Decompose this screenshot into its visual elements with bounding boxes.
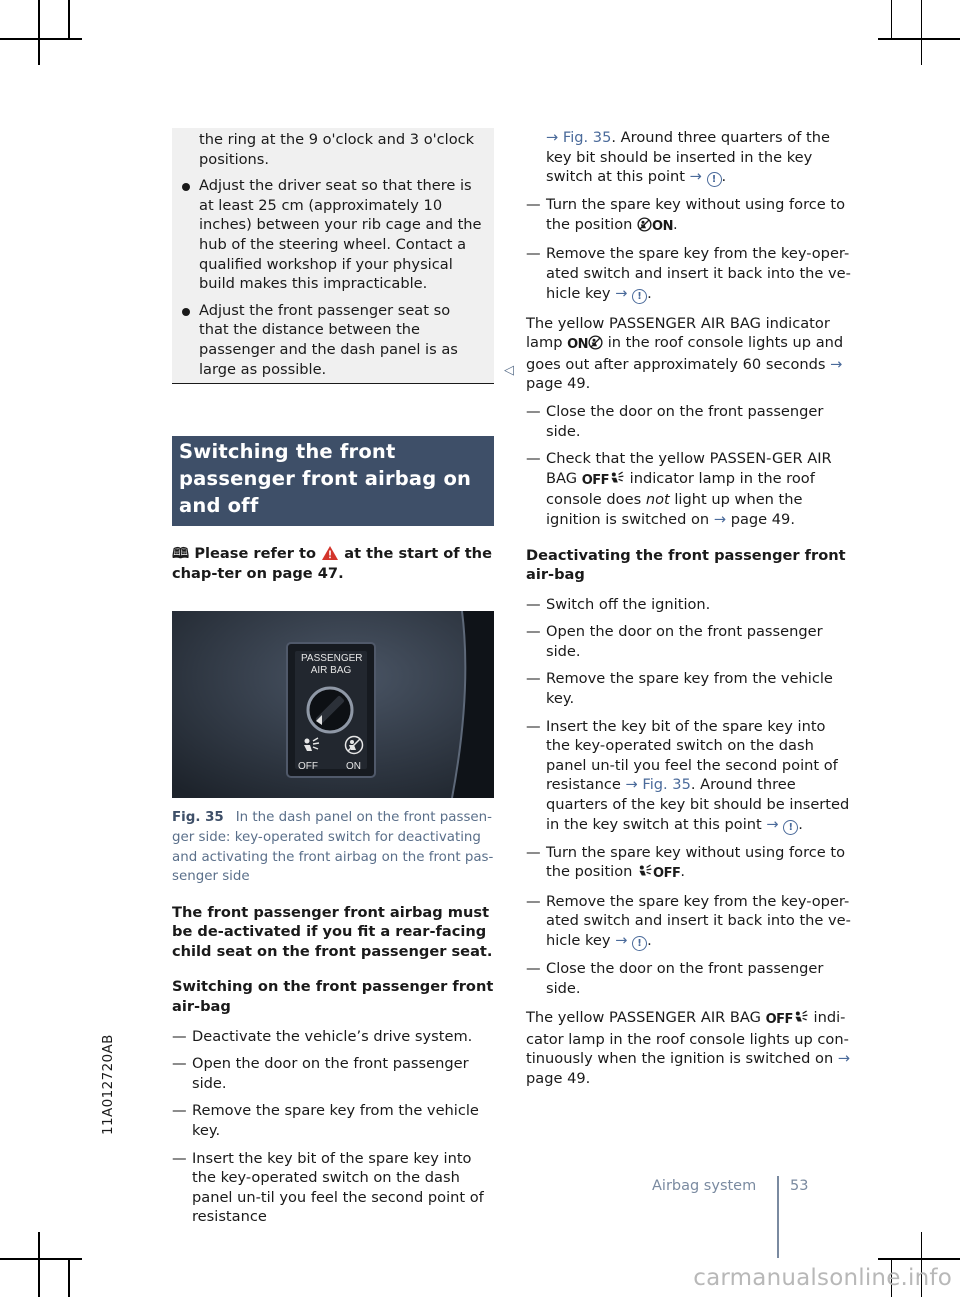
chapter-reference: 🕮 Please refer to at the start of the chap-ter on page 47. [172, 545, 492, 582]
warning-intro: the ring at the 9 o'clock and 3 o'clock positions. [199, 131, 475, 168]
warning-box-end [172, 128, 514, 384]
paragraph-on-indicator: The yellow PASSENGER AIR BAG indicator lamp ON in the roof console lights up and goes out after approximately 60 seconds → page 49. [526, 314, 844, 393]
crop-mark [38, 0, 40, 65]
warning-bullet: Adjust the front passenger seat so that the distance between the passenger and the dash panel is as large as possible. [199, 301, 482, 379]
panel-off-label: OFF [298, 761, 318, 773]
arrow-icon: → [615, 932, 628, 949]
step-item: — Open the door on the front passenger side. [526, 622, 851, 661]
arrow-icon: → [830, 355, 843, 373]
on-symbol-text: ON [567, 337, 589, 353]
footer-section-title: Airbag system [652, 1178, 757, 1194]
crop-mark [0, 38, 82, 40]
airbag-off-symbol-icon [609, 471, 625, 486]
page-number: 53 [790, 1178, 809, 1194]
page-ref-link[interactable]: page 49. [730, 510, 795, 528]
crop-mark [68, 0, 70, 38]
arrow-icon: → [766, 815, 779, 833]
arrow-icon: → [625, 776, 638, 794]
step-close: — Close the door on the front passenger side. [526, 402, 851, 441]
step-check: — Check that the yellow PASSEN-GER AIR BAG OFF indicator lamp in the roof console does not light up when the ignition is switched on → page 49. [526, 449, 851, 529]
off-symbol-text: OFF [765, 1012, 793, 1028]
figure-caption: Fig. 35 In the dash panel on the front passen-ger side: key-operated switch for deactivating and activating the front airbag on the front pas-senger side [172, 810, 494, 885]
on-symbol-text: ON [652, 218, 673, 234]
subheading-deactivate: Deactivating the front passenger front air-bag [526, 546, 846, 584]
step-close: — Close the door on the front passenger side. [526, 959, 851, 998]
airbag-on-symbol-icon [637, 217, 652, 232]
panel-on-label: ON [346, 761, 361, 773]
airbag-on-symbol-icon [588, 335, 603, 350]
left-column [172, 128, 514, 1227]
step-remove: — Remove the spare key from the key-oper-ated switch and insert it back into the ve-hicle key → ! . [526, 244, 851, 303]
step-item: — Insert the key bit of the spare key into the key-operated switch on the dash panel un-til you feel the second point of resistance → Fig. 35. Around three quarters of the key bit should be inserted in the key switch at this point → ! . [526, 717, 851, 835]
caution-circle-icon[interactable]: ! [632, 936, 647, 951]
step-item: — Deactivate the vehicle’s drive system. [172, 1027, 494, 1047]
right-column [526, 128, 851, 1089]
end-of-warning-triangle-icon: ◁ [504, 362, 514, 378]
off-symbol-text: OFF [653, 866, 681, 882]
crop-mark [68, 1258, 70, 1297]
passenger-airbag-off-icon [301, 737, 321, 755]
arrow-icon: → [713, 510, 727, 528]
footer-divider [777, 1176, 779, 1258]
page-ref-link[interactable]: page 49. [526, 1069, 591, 1087]
arrow-icon: → [837, 1050, 851, 1068]
subheading-switch-on: Switching on the front passenger front air-bag [172, 978, 494, 1016]
panel-label-line1: PASSENGER [301, 653, 363, 665]
crop-mark [0, 1258, 82, 1260]
step-turn-off: — Turn the spare key without using force to the position OFF. [526, 843, 851, 884]
step-item: — Switch off the ignition. [526, 595, 851, 615]
step-item: — Remove the spare key from the vehicle key. [172, 1101, 494, 1140]
airbag-off-symbol-icon [793, 1010, 809, 1025]
book-icon: 🕮 [172, 545, 190, 563]
watermark: carmanualsonline.info [693, 1265, 952, 1291]
figure-link[interactable]: Fig. 35 [562, 129, 612, 146]
arrow-icon: → [615, 284, 628, 302]
page-ref-link[interactable]: page 49. [526, 375, 591, 393]
crop-mark [921, 0, 923, 65]
crop-mark [891, 0, 893, 38]
intro-warning-text: The front passenger front airbag must be de-activated if you fit a rear-facing child seat on the front passenger seat. [172, 903, 493, 960]
paragraph-off-indicator: The yellow PASSENGER AIR BAG OFF indi-cator lamp in the roof console lights up con-tinuously when the ignition is switched on → page 49. [526, 1009, 851, 1087]
dash-panel-illustration [172, 611, 494, 798]
step-turn-on: — Turn the spare key without using force to the position ON. [526, 195, 851, 236]
caution-circle-icon[interactable]: ! [783, 820, 798, 835]
figure-35-photo [172, 611, 494, 798]
arrow-icon: → [689, 168, 702, 186]
crop-mark [38, 1232, 40, 1297]
step-item: — Open the door on the front passenger side. [172, 1054, 494, 1093]
panel-label-line2: AIR BAG [310, 665, 352, 677]
section-heading: Switching the front passenger front airbag on and off [172, 436, 494, 526]
warning-triangle-icon [321, 545, 339, 561]
warning-bullet: Adjust the driver seat so that there is at least 25 cm (approximately 10 inches) between your rib cage and the hub of the steering wheel. Contact a qualified workshop if your physical build makes this impracticable. [199, 177, 482, 293]
arrow-icon: → [546, 129, 559, 146]
figure-link[interactable]: Fig. 35 [642, 776, 691, 794]
airbag-off-symbol-icon [637, 864, 653, 879]
step-continuation: → Fig. 35. Around three quarters of the key bit should be inserted in the key switch at this point → ! . [546, 129, 830, 186]
step-remove: — Remove the spare key from the key-oper-ated switch and insert it back into the ve-hicle key → ! . [526, 892, 851, 951]
off-symbol-text: OFF [581, 472, 610, 488]
caution-circle-icon[interactable]: ! [707, 172, 722, 187]
passenger-airbag-on-icon [344, 735, 364, 755]
step-item: — Insert the key bit of the spare key into the key-operated switch on the dash panel un-til you feel the second point of resistance [172, 1149, 494, 1227]
caution-circle-icon[interactable]: ! [632, 289, 647, 304]
figure-label: Fig. 35 [172, 810, 224, 826]
document-code: 11A012720AB [100, 1034, 116, 1135]
crop-mark [878, 38, 960, 40]
step-item: — Remove the spare key from the vehicle key. [526, 669, 851, 708]
